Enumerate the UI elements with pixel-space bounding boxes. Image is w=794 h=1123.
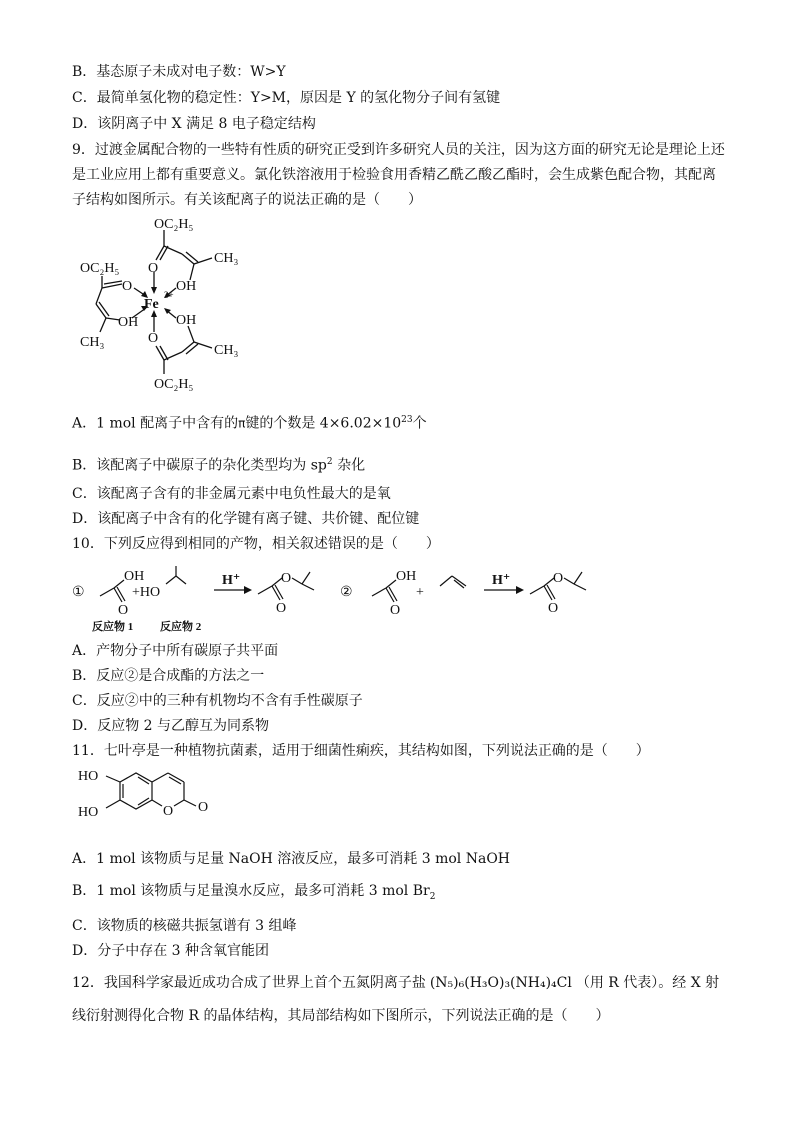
q9-option-b: B．该配离子中碳原子的杂化类型均为 $sp^2$ 杂化: [72, 457, 366, 474]
q10-option-d: D．反应物 2 与乙醇互为同系物: [72, 718, 270, 734]
q9-complex-structure-figure: [72, 214, 262, 394]
q9-o-left: O: [122, 279, 133, 294]
q10-circle-2: ②: [340, 585, 353, 600]
q10-reaction-scheme-figure: [72, 562, 612, 634]
q11-option-d: D．分子中存在 3 种含氧官能团: [72, 943, 270, 959]
q9-oc2h5-bottom: OC₂H₅: [154, 377, 194, 392]
q10-option-a: A．产物分子中所有碳原子共平面: [72, 643, 279, 659]
q10-o-acid-2: O: [390, 603, 401, 618]
q9-stem-line-1: 9．过渡金属配合物的一些特有性质的研究正受到许多研究人员的关注，因为这方面的研究无论是理论上还: [72, 142, 725, 158]
q10-catalyst-2: H⁺: [492, 573, 511, 588]
q9-ch3-left: CH₃: [80, 335, 105, 350]
q8-option-b: B．基态原子未成对电子数：W>Y: [72, 64, 286, 80]
q10-stem: 10．下列反应得到相同的产物，相关叙述错误的是（ ）: [72, 536, 440, 552]
q10-circle-1: ①: [72, 585, 85, 600]
q11-option-b: B．1 mol 该物质与足量溴水反应，最多可消耗 3 mol $Br_2$: [72, 883, 436, 902]
q10-oh-1: OH: [124, 569, 145, 584]
q11-option-c: C．该物质的核磁共振氢谱有 3 组峰: [72, 918, 297, 934]
q10-oh-2: OH: [396, 569, 417, 584]
q10-reactant-1-label: 反应物 1: [92, 621, 134, 633]
q10-o-ester-1: O: [281, 571, 292, 586]
q10-plus-2: +: [416, 585, 424, 600]
q9-o-top: O: [148, 261, 159, 276]
q10-plus-ho: +HO: [132, 585, 161, 600]
q11-ho-lower: HO: [78, 805, 99, 820]
q9-option-a: A．1 mol 配离子中含有的π键的个数是 $4\times 6.02\times 10^{23}$个: [72, 415, 427, 432]
q9-option-c: C．该配离子含有的非金属元素中电负性最大的是氧: [72, 486, 391, 502]
q9-ch3-top: CH₃: [214, 251, 239, 266]
q9-stem-line-2: 是工业应用上都有重要意义。氯化铁溶液用于检验食用香精乙酰乙酸乙酯时，会生成紫色配合物，其配离: [72, 167, 716, 183]
q9-option-d: D．该配离子中含有的化学键有离子键、共价键、配位键: [72, 511, 420, 527]
q9-fe-center: Fe: [144, 297, 159, 312]
q9-ch3-bottom: CH₃: [214, 343, 239, 358]
q10-reactant-2-label: 反应物 2: [160, 621, 202, 633]
q9-oc2h5-top: OC₂H₅: [154, 217, 194, 232]
q10-o-acid-1: O: [118, 603, 129, 618]
q9-o-bottom: O: [148, 331, 159, 346]
q9-oh-left: OH: [118, 315, 139, 330]
q12-formula: (N₅)₆(H₃O)₃(NH₄)₄Cl: [429, 975, 572, 991]
q9-oh-bottom: OH: [176, 313, 197, 328]
q11-esculetin-structure-figure: [72, 766, 222, 838]
q11-option-a: A．1 mol 该物质与足量 NaOH 溶液反应，最多可消耗 3 mol NaOH: [72, 851, 511, 867]
q12-stem-line-2: 线衍射测得化合物 R 的晶体结构，其局部结构如下图所示，下列说法正确的是（ ）: [72, 1008, 610, 1024]
q9-oh-top: OH: [176, 279, 197, 294]
q10-o-carbonyl-1: O: [276, 601, 287, 616]
q10-catalyst-1: H⁺: [222, 573, 241, 588]
q11-ho-upper: HO: [78, 769, 99, 784]
q10-option-c: C．反应②中的三种有机物均不含有手性碳原子: [72, 693, 363, 709]
q10-o-ester-2: O: [553, 571, 564, 586]
q10-option-b: B．反应②是合成酯的方法之一: [72, 668, 265, 684]
q9-fe-charge: 3+: [164, 290, 174, 300]
q8-option-d: D．该阴离子中 X 满足 8 电子稳定结构: [72, 116, 316, 132]
q9-oc2h5-left: OC₂H₅: [80, 261, 120, 276]
q11-ring-o: O: [163, 804, 174, 819]
q9-stem-line-3: 子结构如图所示。有关该配离子的说法正确的是（ ）: [72, 192, 422, 208]
q10-o-carbonyl-2: O: [548, 601, 559, 616]
q8-option-c: C．最简单氢化物的稳定性：Y>M，原因是 Y 的氢化物分子间有氢键: [72, 90, 501, 106]
q11-carbonyl-o: O: [198, 800, 209, 815]
q11-stem: 11．七叶亭是一种植物抗菌素，适用于细菌性痢疾，其结构如图，下列说法正确的是（ ）: [72, 743, 650, 759]
q12-stem-line-1: 12．我国科学家最近成功合成了世界上首个五氮阴离子盐 (N₅)₆(H₃O)₃(NH₄)₄Cl （用 R 代表）。经 X 射: [72, 975, 720, 991]
